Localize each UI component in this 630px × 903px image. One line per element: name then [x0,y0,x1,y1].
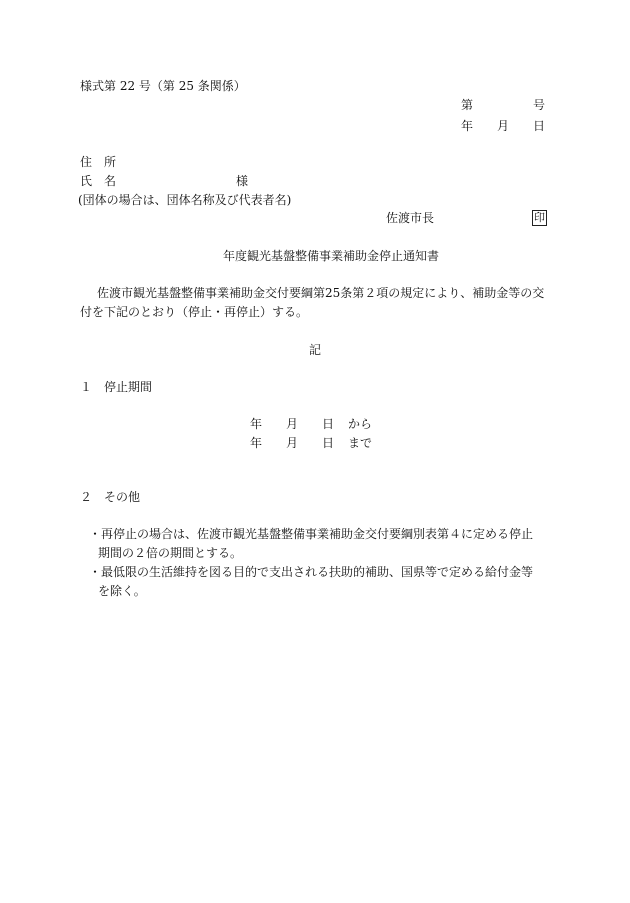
bullet-2-line-2: を除く。 [98,584,146,598]
body-line-1: 佐渡市観光基盤整備事業補助金交付要綱第25条第２項の規定により、補助金等の交 [97,286,545,300]
bullet-1-line-2: 期間の２倍の期間とする。 [98,546,243,560]
ki-heading: 記 [309,343,322,357]
period-from-month: 月 [286,417,299,431]
section-2-number: ２ [80,490,93,504]
bullet-1-line-1: ・再停止の場合は、佐渡市観光基盤整備事業補助金交付要綱別表第４に定める停止 [89,527,534,541]
section-2-heading: その他 [104,490,141,504]
seal-mark: 印 [534,211,545,224]
period-to-year: 年 [250,436,263,450]
organization-note: (団体の場合は、団体名称及び代表者名) [78,193,292,207]
body-line-2: 付を下記のとおり（停止・再停止）する。 [80,305,309,319]
issuer-name: 佐渡市長 [386,211,435,225]
period-to-suffix: まで [348,436,373,450]
document-number-go: 号 [533,98,546,112]
address-label: 住 所 [80,155,117,169]
period-to-month: 月 [286,436,299,450]
form-label: 様式第 22 号（第 25 条関係） [80,79,246,93]
section-1-heading: 停止期間 [104,380,153,394]
period-from-year: 年 [250,417,263,431]
section-1-number: １ [80,380,93,394]
period-from-suffix: から [348,417,373,431]
period-to-day: 日 [322,436,335,450]
date-month-label: 月 [497,119,510,133]
document-number-dai: 第 [461,98,474,112]
bullet-2-line-1: ・最低限の生活維持を図る目的で支出される扶助的補助、国県等で定める給付金等 [89,565,534,579]
honorific-sama: 様 [236,174,249,188]
date-year-label: 年 [461,119,474,133]
name-label: 氏 名 [80,174,117,188]
period-from-day: 日 [322,417,335,431]
document-title: 年度観光基盤整備事業補助金停止通知書 [223,249,440,263]
date-day-label: 日 [533,119,546,133]
